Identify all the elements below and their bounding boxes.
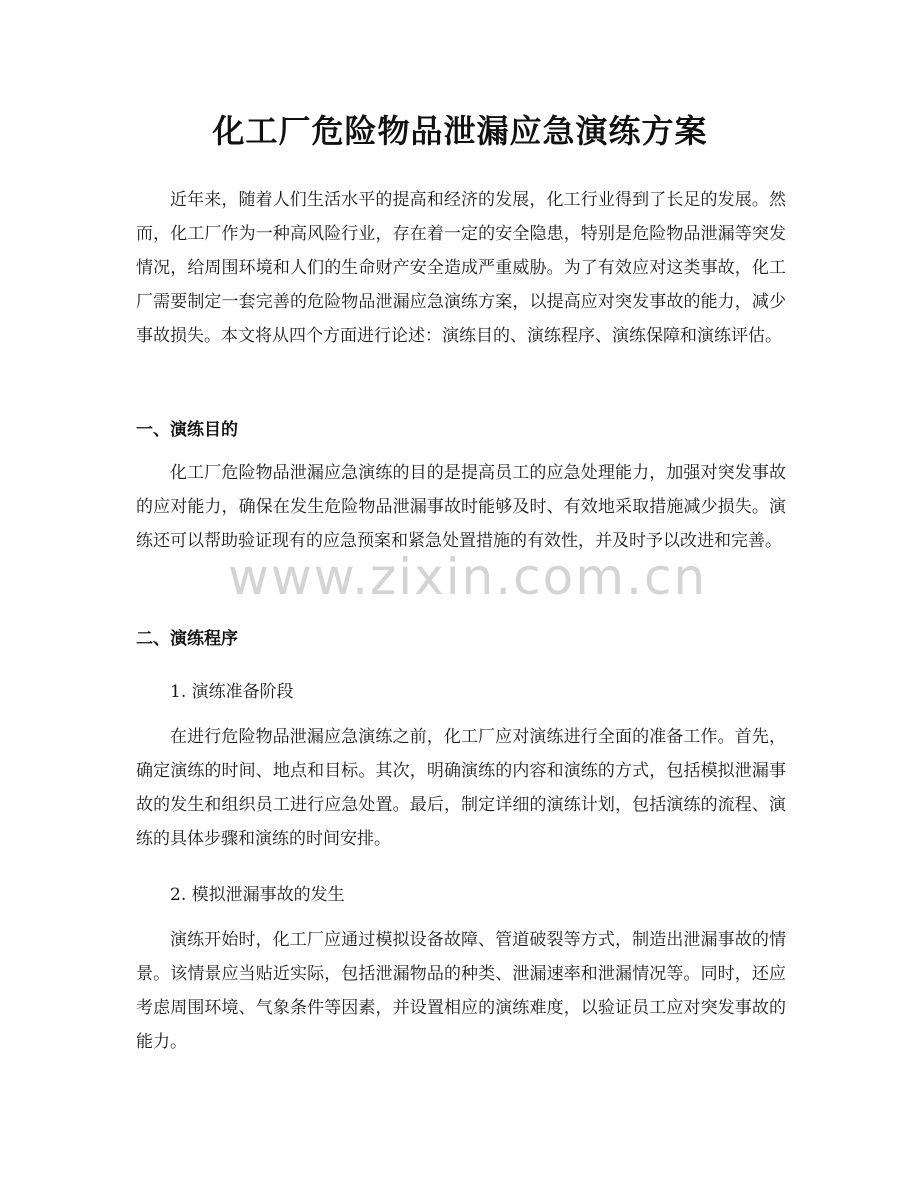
subheading-preparation: 1. 演练准备阶段 <box>170 682 294 702</box>
preparation-paragraph: 在进行危险物品泄漏应急演练之前，化工厂应对演练进行全面的准备工作。首先，确定演练的时间、地点和目标。其次，明确演练的内容和演练的方式，包括模拟泄漏事故的发生和组织员工进行应急处置。最后，制定详细的演练计划，包括演练的流程、演练的具体步骤和演练的时间安排。 <box>136 727 786 849</box>
purpose-paragraph: 化工厂危险物品泄漏应急演练的目的是提高员工的应急处理能力，加强对突发事故的应对能力，确保在发生危险物品泄漏事故时能够及时、有效地采取措施减少损失。演练还可以帮助验证现有的应急预案和紧急处置措施的有效性，并及时予以改进和完善。 <box>136 463 786 551</box>
simulation-paragraph: 演练开始时，化工厂应通过模拟设备故障、管道破裂等方式，制造出泄漏事故的情景。该情景应当贴近实际，包括泄漏物品的种类、泄漏速率和泄漏情况等。同时，还应考虑周围环境、气象条件等因素，并设置相应的演练难度，以验证员工应对突发事故的能力。 <box>136 930 786 1052</box>
section-heading-purpose: 一、演练目的 <box>136 420 238 440</box>
subheading-simulation: 2. 模拟泄漏事故的发生 <box>170 885 345 905</box>
document-title: 化工厂危险物品泄漏应急演练方案 <box>212 112 708 150</box>
watermark: www.zixin.com.cn <box>228 548 708 606</box>
section-heading-procedure: 二、演练程序 <box>136 629 238 649</box>
intro-paragraph: 近年来，随着人们生活水平的提高和经济的发展，化工行业得到了长足的发展。然而，化工厂作为一种高风险行业，存在着一定的安全隐患，特别是危险物品泄漏等突发情况，给周围环境和人们的生命财产安全造成严重威胁。为了有效应对这类事故，化工厂需要制定一套完善的危险物品泄漏应急演练方案，以提高应对突发事故的能力，减少事故损失。本文将从四个方面进行论述：演练目的、演练程序、演练保障和演练评估。 <box>136 190 786 346</box>
